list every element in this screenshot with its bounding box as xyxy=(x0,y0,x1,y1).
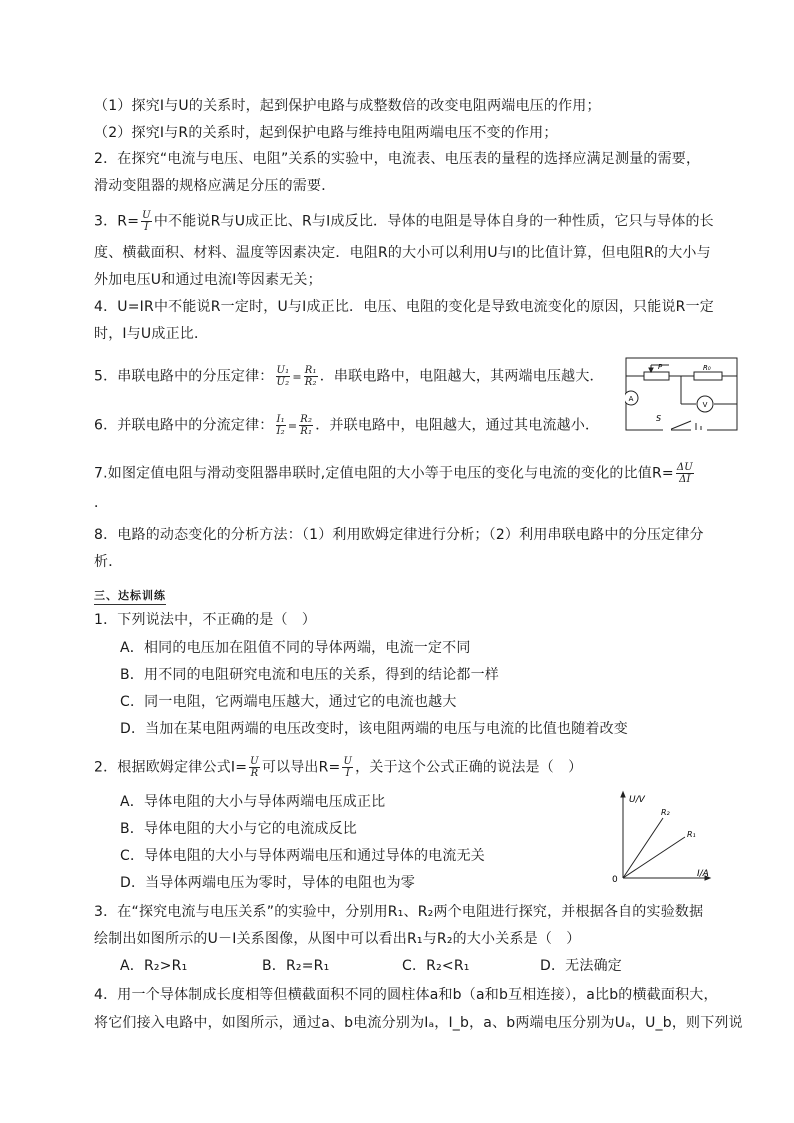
text-line: 8．电路的动态变化的分析方法：（1）利用欧姆定律进行分析；（2）利用串联电路中的分压定律分 xyxy=(94,527,704,543)
text-line: 度、横截面积、材料、温度等因素决定．电阻R的大小可以利用U与I的比值计算，但电阻R的大小与 xyxy=(94,245,711,261)
option-d: D．当导体两端电压为零时，导体的电阻也为零 xyxy=(120,875,415,891)
question-1: 1．下列说法中，不正确的是（ ） xyxy=(94,612,317,628)
text-line: （2）探究I与R的关系时，起到保护电路与维持电阻两端电压不变的作用； xyxy=(94,125,558,141)
fraction-i1-over-i2: $\frac{\text{I₁}}{\text{I₂}}$ xyxy=(276,414,285,437)
text-line: 2．在探究“电流与电压、电阻”关系的实验中，电流表、电压表的量程的选择应满足测量的需要， xyxy=(94,151,701,167)
option-b: B．导体电阻的大小与它的电流成反比 xyxy=(120,821,358,837)
circuit-label-s: S xyxy=(656,414,662,423)
fraction-r2-over-r1: $\frac{\text{R₂}}{\text{R₁}}$ xyxy=(300,414,313,437)
text-line: 将它们接入电路中，如图所示，通过a、b电流分别为Iₐ，I_b，a、b两端电压分别为Uₐ，U_b，则下列说 xyxy=(94,1015,743,1031)
text-line: 5．串联电路中的分压定律： $\frac{\text{U₁}}{\text{U₂}}$ = $\frac{\text{R₁}}{\text{R₂}}$ ．串联电路中，电阻越大，其两端电压越大． xyxy=(94,365,604,388)
section-heading: 三、达标训练 xyxy=(94,587,166,605)
question-2 xyxy=(94,756,582,779)
option-d: D．当加在某电阻两端的电压改变时，该电阻两端的电压与电流的比值也随着改变 xyxy=(120,721,628,737)
text-line: 外加电压U和通过电流I等因素无关； xyxy=(94,272,322,288)
option-a: A．R₂>R₁ xyxy=(120,958,188,974)
option-d: D．无法确定 xyxy=(540,958,622,974)
text-line: （1）探究I与U的关系时，起到保护电路与成整数倍的改变电阻两端电压的作用； xyxy=(94,98,601,114)
circuit-diagram xyxy=(625,357,738,431)
fraction-u-over-r: $\frac{U}{R}$ xyxy=(250,756,259,779)
text-run: ．串联电路中，电阻越大，其两端电压越大． xyxy=(319,368,604,385)
line-r2 xyxy=(623,818,663,878)
text-line: 析． xyxy=(94,554,123,570)
circuit-label-p: P xyxy=(658,363,663,371)
text-line xyxy=(94,462,696,485)
fraction-du-over-di: $\frac{\Delta U}{\Delta I}$ xyxy=(676,462,693,485)
option-b: B．用不同的电阻研究电流和电压的关系，得到的结论都一样 xyxy=(120,667,500,683)
series-label-r2: R₂ xyxy=(661,808,670,817)
text-line: 绘制出如图所示的U－I关系图像，从图中可以看出R₁与R₂的大小关系是（ ） xyxy=(94,931,581,947)
switch-icon xyxy=(669,421,691,430)
fraction-r1-over-r2: $\frac{\text{R₁}}{\text{R₂}}$ xyxy=(304,365,317,388)
text-run: ．并联电路中，电阻越大，通过其电流越小． xyxy=(315,417,600,434)
text-line: ． xyxy=(94,495,109,511)
fraction-u-over-i: $\frac{U}{I}$ xyxy=(142,210,151,233)
text-line: 滑动变阻器的规格应满足分压的需要． xyxy=(94,178,336,194)
fraction-u-over-i: $\frac{U}{I}$ xyxy=(343,756,353,779)
text-line xyxy=(94,210,714,233)
circuit-label-r0: R₀ xyxy=(703,364,711,372)
option-c: C．导体电阻的大小与导体两端电压和通过导体的电流无关 xyxy=(120,848,485,864)
text-run: 3．R= xyxy=(94,213,140,230)
option-c: C．R₂<R₁ xyxy=(402,958,470,974)
line-r1 xyxy=(623,837,685,878)
option-b: B．R₂=R₁ xyxy=(262,958,330,974)
rheostat-icon xyxy=(644,372,669,380)
text-line: 6．并联电路中的分流定律： $\frac{\text{I₁}}{\text{I₂}}$ = $\frac{\text{R₂}}{\text{R₁}}$ ．并联电路中，电阻越大，通过其电流越小． xyxy=(94,414,600,437)
text-run: 中不能说R与U成正比、R与I成反比．导体的电阻是导体自身的一种性质，它只与导体的长 xyxy=(153,213,714,230)
option-a: A．导体电阻的大小与导体两端电压成正比 xyxy=(120,794,386,810)
text-run: 2．根据欧姆定律公式I= xyxy=(94,759,248,776)
text-run: 6．并联电路中的分流定律： xyxy=(94,417,274,434)
option-a: A．相同的电压加在阻值不同的导体两端，电流一定不同 xyxy=(120,640,471,656)
question-4: 4．用一个导体制成长度相等但横截面积不同的圆柱体a和b（a和b互相连接），a比b的横截面积大， xyxy=(94,987,718,1003)
fraction-u1-over-u2: $\frac{\text{U₁}}{\text{U₂}}$ xyxy=(276,365,290,388)
circuit-label-v: V xyxy=(702,401,708,409)
text-run: 5．串联电路中的分压定律： xyxy=(94,368,274,385)
y-axis-label: U/V xyxy=(629,795,645,805)
origin-label: 0 xyxy=(612,875,618,885)
circuit-label-a: A xyxy=(628,395,634,403)
text-run: ，关于这个公式正确的说法是（ ） xyxy=(355,759,583,776)
text-run: 可以导出R= xyxy=(261,759,341,776)
series-label-r1: R₁ xyxy=(687,830,696,839)
text-run: 7.如图定值电阻与滑动变阻器串联时,定值电阻的大小等于电压的变化与电流的变化的比值R= xyxy=(94,465,674,482)
text-line: 4．U=IR中不能说R一定时，U与I成正比．电压、电阻的变化是导致电流变化的原因，只能说R一定 xyxy=(94,299,714,315)
ui-graph xyxy=(605,790,715,888)
text-line: 时，I与U成正比． xyxy=(94,326,209,342)
resistor-icon xyxy=(694,372,722,380)
x-axis-label: I/A xyxy=(697,869,709,879)
question-3: 3．在“探究电流与电压关系”的实验中，分别用R₁、R₂两个电阻进行探究，并根据各自的实验数据 xyxy=(94,904,704,920)
option-c: C．同一电阻，它两端电压越大，通过它的电流也越大 xyxy=(120,694,457,710)
